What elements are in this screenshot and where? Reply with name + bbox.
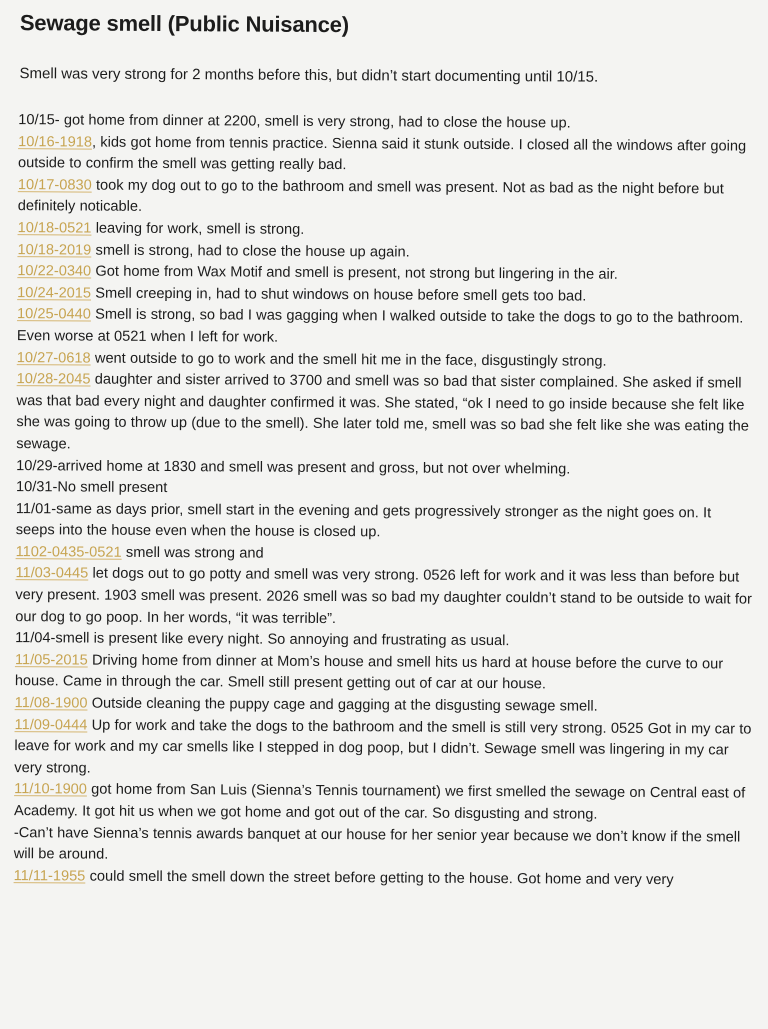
entry-timestamp: 10/16-1918 [18,133,93,151]
entry-timestamp: 11/11-1955 [13,867,86,885]
entry-text: Driving home from dinner at Mom’s house and smell hits us hard at house before the curve to our house. Came in through the car. Smell still present getting out of car at our house. [14,652,724,693]
entry-timestamp: 11/08-1900 [14,695,88,712]
log-entry [15,564,752,633]
log-entry [16,499,753,547]
entry-text: got home from San Luis (Sienna’s Tennis tournament) we first smelled the sewage on Central east of Academy. It got hit us when we got home and got out of the car. So disgusting and strong. [13,781,746,823]
entry-text: took my dog out to go to the bathroom and smell was present. Not as bad as the night before but definitely noticable. [17,177,724,216]
entry-timestamp: 10/18-2019 [17,241,92,259]
entry-text: , kids got home from tennis practice. Sienna said it stunk outside. I closed all the windows after going outside to confirm the smell was getting really bad. [17,134,747,174]
intro-paragraph: Smell was very strong for 2 months before this, but didn’t start documenting until 10/15. [19,65,599,86]
log-entry [14,715,751,784]
log-entries [8,110,756,892]
entry-timestamp: 11/09-0444 [14,716,88,734]
entry-text: 10/31-No smell present [15,479,168,497]
entry-timestamp: 10/24-2015 [17,284,92,302]
entry-text: smell was strong and [121,544,264,562]
entry-text: 11/04-smell is present like every night. So annoying and frustrating as usual. [15,630,510,650]
entry-text: -Can’t have Sienna’s tennis awards banquet at our house for her senior year because we don’t know if the smell will be around. [13,824,741,863]
entry-text: 10/15- got home from dinner at 2200, smell is very strong, had to close the house up. [18,112,571,132]
entry-text: smell is strong, had to close the house up again. [91,242,410,261]
entry-text: let dogs out to go potty and smell was very strong. 0526 left for work and it was less than before but very present. 1903 smell was present. 2026 smell was so bad my daughter couldn’t stand to be outside to wait for our dog to go poop. In her words, “it was terrible”. [15,566,752,627]
entry-text: Up for work and take the dogs to the bathroom and the smell is still very strong. 0525 Got in my car to leave for work and my car smells like I stepped in dog poop, but I didn’t. Sewage smell was lingering in my car very strong. [14,717,752,777]
entry-timestamp: 10/22-0340 [17,263,92,280]
log-entry [17,304,754,352]
entry-text: 11/01-same as days prior, smell start in the evening and gets progressively stronger as the night goes on. It seeps into the house even when the house is closed up. [15,500,712,541]
entry-timestamp: 10/18-0521 [17,220,92,237]
entry-timestamp: 11/03-0445 [15,565,89,583]
entry-timestamp: 10/28-2045 [16,371,91,388]
entry-timestamp: 11/05-2015 [14,651,88,669]
entry-text: Smell is strong, so bad I was gagging when I walked outside to take the dogs to go to the bathroom. Even worse at 0521 when I left for work. [16,306,744,346]
log-entry [16,369,754,460]
log-entry [18,132,755,180]
log-entry [18,175,755,223]
entry-text: Outside cleaning the puppy cage and gagging at the disgusting sewage smell. [87,695,598,715]
log-entry [14,866,751,892]
page-title: Sewage smell (Public Nuisance) [19,10,349,38]
entry-text: Got home from Wax Motif and smell is present, not strong but lingering in the air. [91,263,618,283]
entry-text: Smell creeping in, had to shut windows on house before smell gets too bad. [91,285,587,305]
entry-text: could smell the smell down the street before getting to the house. Got home and very very [85,868,674,888]
entry-text: went outside to go to work and the smell hit me in the face, disgustingly strong. [90,350,607,370]
log-entry [14,823,751,871]
entry-text: daughter and sister arrived to 3700 and smell was so bad that sister complained. She asked if smell was that bad every night and daughter confirmed it was. She stated, “ok I need to go inside because she felt like she was going to throw up (due to the smell). She later told me, smell was so bad she felt like she was eating the sewage. [16,371,749,453]
log-entry [15,650,752,698]
entry-timestamp: 10/27-0618 [16,349,91,367]
log-entry [14,780,751,828]
entry-timestamp: 10/17-0830 [17,176,92,194]
entry-text: 10/29-arrived home at 1830 and smell was present and gross, but not over whelming. [16,457,571,477]
entry-text: leaving for work, smell is strong. [91,220,305,238]
entry-timestamp: 1102-0435-0521 [15,543,122,561]
entry-timestamp: 10/25-0440 [17,306,91,323]
entry-timestamp: 11/10-1900 [14,781,87,798]
